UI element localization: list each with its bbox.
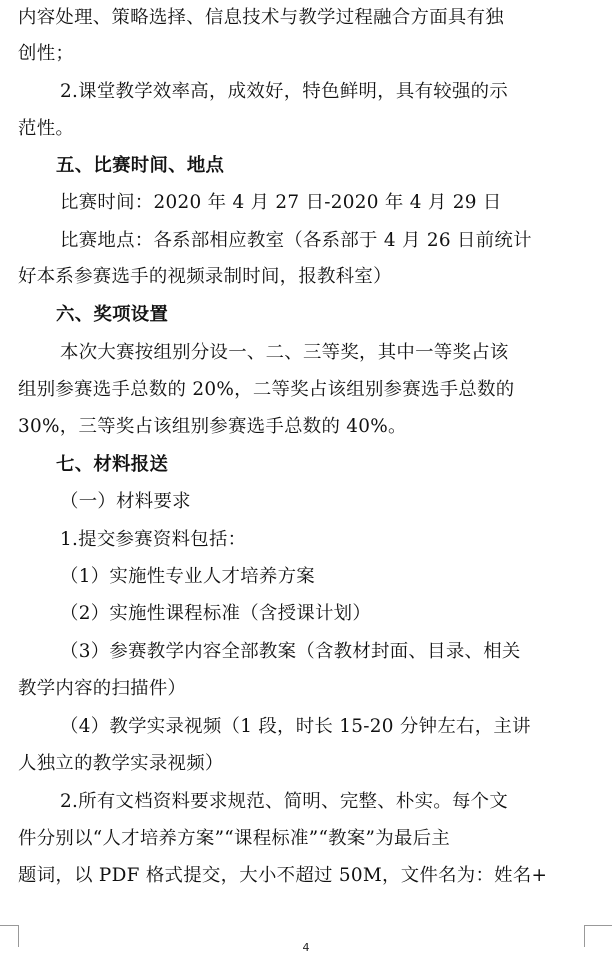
list-item-continuation: 题词，以 PDF 格式提交，大小不超过 50M，文件名为：姓名+ — [18, 865, 548, 886]
list-item: （2）实施性课程标准（含授课计划） — [60, 603, 372, 624]
crop-mark — [0, 925, 19, 926]
list-item: （1）实施性专业人才培养方案 — [60, 566, 315, 587]
competition-place-line: 好本系参赛选手的视频录制时间，报教科室） — [18, 266, 392, 287]
awards-paragraph-line: 组别参赛选手总数的 20%，二等奖占该组别参赛选手总数的 — [18, 379, 515, 400]
awards-paragraph-line: 本次大赛按组别分设一、二、三等奖，其中一等奖占该 — [60, 342, 509, 363]
subsection-heading: （一）材料要求 — [60, 491, 191, 512]
section-heading-7: 七、材料报送 — [56, 454, 169, 475]
list-item: （4）教学实录视频（1 段，时长 15-20 分钟左右，主讲 — [60, 716, 531, 737]
competition-place-line: 比赛地点：各系部相应教室（各系部于 4 月 26 日前统计 — [60, 230, 532, 251]
competition-time: 比赛时间：2020 年 4 月 27 日-2020 年 4 月 29 日 — [60, 192, 502, 213]
paragraph-line: 2.课堂教学效率高，成效好，特色鲜明，具有较强的示 — [60, 81, 509, 102]
list-item-continuation: 教学内容的扫描件） — [18, 678, 187, 699]
list-item: 1.提交参赛资料包括： — [60, 529, 247, 550]
list-item-continuation: 件分别以“人才培养方案”“课程标准”“教案”为最后主 — [18, 828, 451, 849]
page-number: 4 — [302, 941, 310, 954]
section-heading-5: 五、比赛时间、地点 — [56, 155, 225, 176]
list-item-continuation: 人独立的教学实录视频） — [18, 753, 224, 774]
paragraph-line: 内容处理、策略选择、信息技术与教学过程融合方面具有独 — [18, 7, 504, 28]
paragraph-line: 范性。 — [18, 118, 75, 139]
awards-paragraph-line: 30%，三等奖占该组别参赛选手总数的 40%。 — [18, 416, 407, 437]
list-item: （3）参赛教学内容全部教案（含教材封面、目录、相关 — [60, 641, 521, 662]
section-heading-6: 六、奖项设置 — [56, 304, 169, 325]
crop-mark — [584, 925, 612, 926]
list-item: 2.所有文档资料要求规范、简明、完整、朴实。每个文 — [60, 791, 509, 812]
paragraph-line: 创性； — [18, 43, 75, 64]
